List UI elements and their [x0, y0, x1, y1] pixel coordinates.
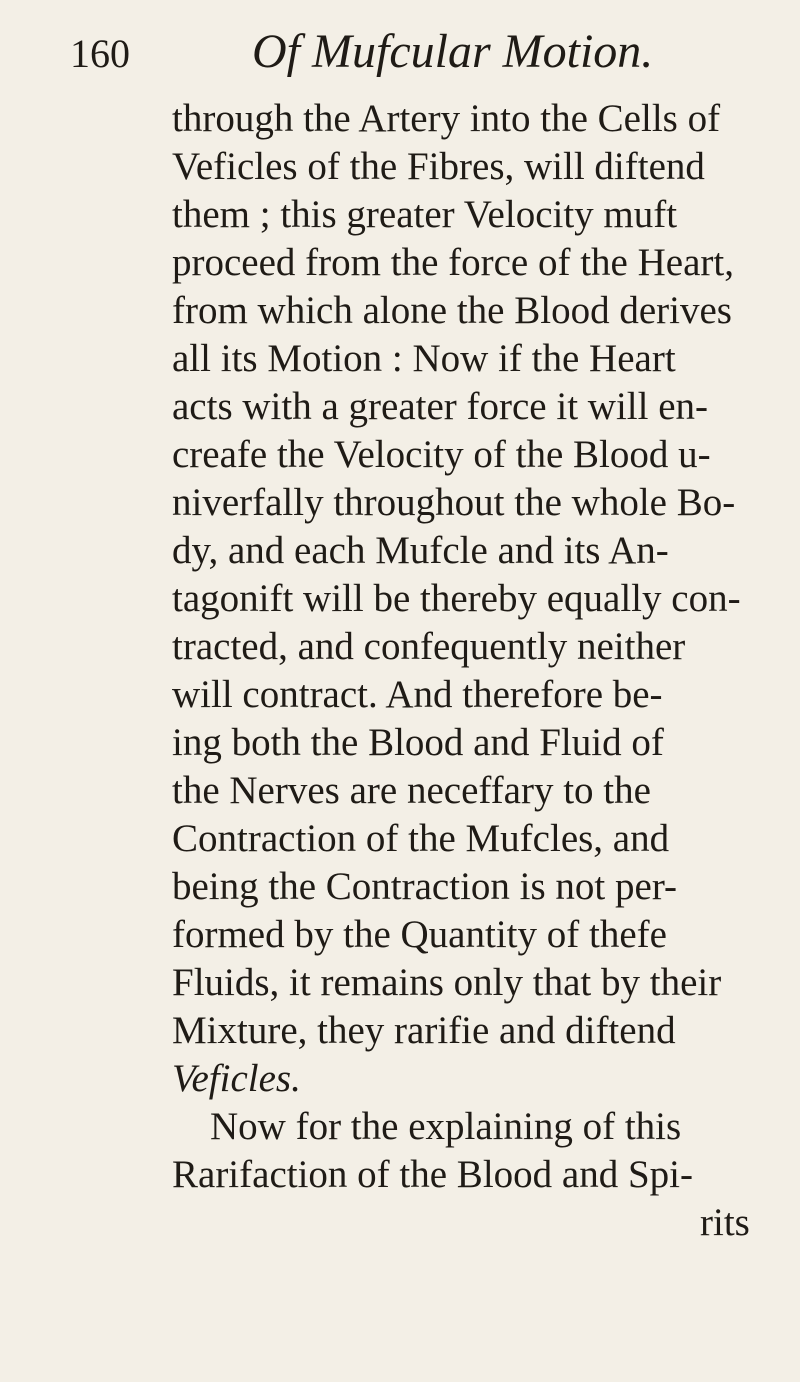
text-line: Rarifaction of the Blood and Spi- [172, 1153, 693, 1196]
text-line: being the Contraction is not per- [172, 865, 678, 908]
text-line: Veficles. [172, 1057, 301, 1100]
text-line: niverfally throughout the whole Bo- [172, 481, 736, 524]
text-line: Fluids, it remains only that by their [172, 961, 722, 1004]
text-line: dy, and each Mufcle and its An- [172, 529, 669, 572]
page-header [0, 22, 800, 92]
text-line: tagonift will be thereby equally con- [172, 577, 741, 620]
text-line: Veficles of the Fibres, will diftend [172, 145, 705, 188]
text-line: acts with a greater force it will en- [172, 385, 709, 428]
text-line: all its Motion : Now if the Heart [172, 337, 676, 380]
page-number: 160 [70, 31, 130, 76]
text-line: proceed from the force of the Heart, [172, 241, 734, 284]
text-line: creafe the Velocity of the Blood u- [172, 433, 711, 476]
text-line: tracted, and confequently neither [172, 625, 686, 668]
text-line: from which alone the Blood derives [172, 289, 732, 332]
catchword: rits [700, 1201, 750, 1244]
running-title: Of Mufcular Motion. [252, 25, 654, 78]
text-line: Contraction of the Mufcles, and [172, 817, 670, 860]
text-line: them ; this greater Velocity muft [172, 193, 678, 236]
text-line: the Nerves are neceffary to the [172, 769, 651, 812]
text-line: Mixture, they rarifie and diftend [172, 1009, 676, 1052]
text-line: will contract. And therefore be- [172, 673, 663, 716]
text-line: formed by the Quantity of thefe [172, 913, 667, 956]
text-line: through the Artery into the Cells of [172, 97, 721, 140]
text-line: Now for the explaining of this [210, 1105, 682, 1148]
text-line: ing both the Blood and Fluid of [172, 721, 664, 764]
